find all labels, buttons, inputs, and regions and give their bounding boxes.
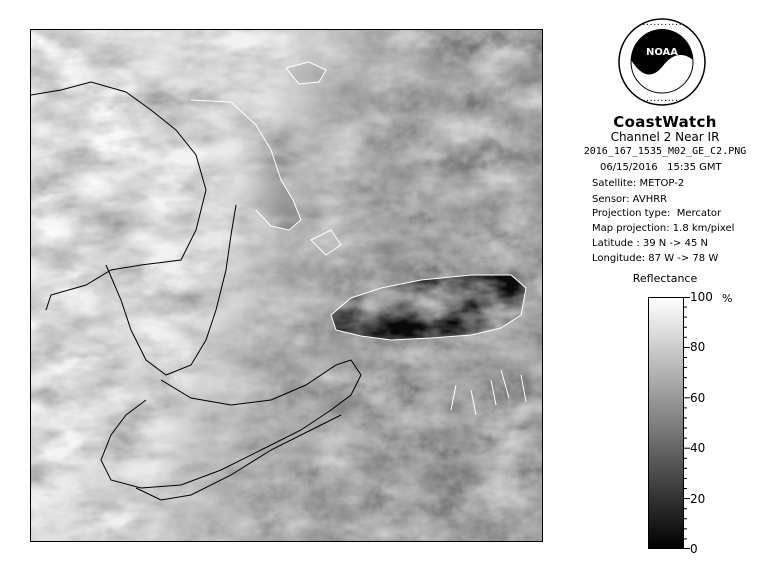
colorbar-tick-label: 40 (690, 441, 706, 456)
satellite-info: Satellite: METOP-2 (592, 178, 685, 189)
colorbar-tick-label: 60 (690, 390, 706, 405)
map-projection-info: Map projection: 1.8 km/pixel (592, 223, 735, 234)
date-time: 06/15/2016 15:35 GMT (600, 162, 722, 173)
colorbar-ticks (684, 297, 696, 549)
latitude-info: Latitude : 39 N -> 45 N (592, 238, 708, 249)
file-name: 2016_167_1535_M02_GE_C2.PNG (583, 146, 747, 157)
svg-text:NOAA: NOAA (645, 47, 679, 58)
colorbar-tick-label: 100 (690, 290, 713, 304)
projection-type-info: Projection type: Mercator (592, 208, 722, 219)
svg-text:• • • • • • • • • • •: • • • • • • • • • • • (642, 22, 682, 27)
colorbar-tick-label: 0 (690, 542, 698, 556)
scale-unit: % (722, 292, 733, 305)
reflectance-colorbar (648, 297, 684, 549)
sensor-info: Sensor: AVHRR (592, 194, 668, 205)
colorbar-tick-label: 20 (690, 491, 706, 506)
scale-title: Reflectance (632, 272, 698, 285)
svg-text:• • • • • • • • • • •: • • • • • • • • • • • (642, 98, 682, 103)
product-title: CoastWatch (613, 113, 717, 131)
longitude-info: Longitude: 87 W -> 78 W (592, 253, 719, 264)
cloud-texture (31, 30, 543, 542)
satellite-image (30, 29, 543, 542)
noaa-seal-icon (617, 17, 707, 107)
satellite-map (31, 30, 543, 542)
colorbar-tick-label: 80 (690, 340, 706, 355)
noaa-logo (617, 17, 707, 107)
channel-label: Channel 2 Near IR (610, 130, 720, 144)
